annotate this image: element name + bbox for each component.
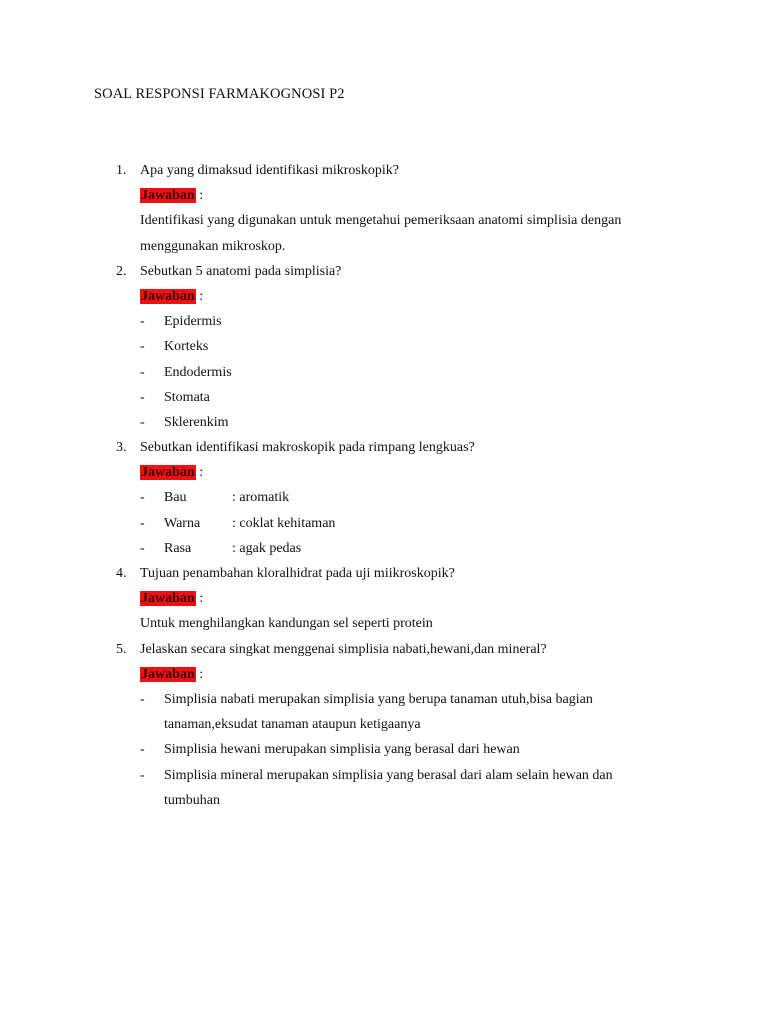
answer-label: Jawaban	[141, 666, 195, 682]
list-item-text: Sklerenkim	[164, 414, 229, 430]
list-item	[0, 536, 768, 561]
question-text: Jelaskan secara singkat menggenai simplisia nabati,hewani,dan mineral?	[140, 641, 547, 657]
list-item-text: Simplisia hewani merupakan simplisia yang berasal dari hewan	[164, 742, 520, 758]
list-item-text: Endodermis	[164, 364, 232, 380]
list-item-text: tumbuhan	[164, 792, 220, 808]
question-text: Sebutkan 5 anatomi pada simplisia?	[140, 263, 342, 279]
dash-bullet: -	[140, 339, 145, 355]
question-2	[0, 259, 768, 284]
property-label: Bau	[164, 490, 187, 506]
question-number: 5.	[116, 641, 127, 657]
dash-bullet: -	[140, 490, 145, 506]
question-list	[0, 158, 768, 813]
answer-label-row	[0, 662, 768, 687]
answer-label-row	[0, 460, 768, 485]
answer-label: Jawaban	[141, 288, 195, 304]
answer-line	[0, 208, 768, 233]
list-item	[0, 410, 768, 435]
question-text: Sebutkan identifikasi makroskopik pada rimpang lengkuas?	[140, 440, 475, 456]
answer-colon: :	[195, 188, 204, 204]
property-label: Warna	[164, 515, 201, 531]
document-title: SOAL RESPONSI FARMAKOGNOSI P2	[94, 86, 345, 102]
list-item	[0, 360, 768, 385]
dash-bullet: -	[140, 389, 145, 405]
answer-label-row	[0, 183, 768, 208]
property-value: : aromatik	[232, 490, 290, 506]
list-item-text: Simplisia mineral merupakan simplisia yang berasal dari alam selain hewan dan	[164, 767, 613, 783]
list-item	[0, 763, 768, 788]
dash-bullet: -	[140, 515, 145, 531]
answer-colon: :	[195, 465, 204, 481]
list-item-text: Epidermis	[164, 314, 222, 330]
answer-label: Jawaban	[141, 188, 195, 204]
answer-colon: :	[195, 591, 204, 607]
property-label: Rasa	[164, 540, 192, 556]
list-item	[0, 485, 768, 510]
question-4	[0, 561, 768, 586]
question-text: Tujuan penambahan kloralhidrat pada uji miikroskopik?	[140, 566, 455, 581]
dash-bullet: -	[140, 767, 145, 783]
list-item	[0, 334, 768, 359]
list-item-continuation	[0, 712, 768, 737]
list-item-continuation	[0, 788, 768, 813]
answer-label-row	[0, 586, 768, 611]
list-item	[0, 309, 768, 334]
question-number: 2.	[116, 263, 127, 279]
property-value: : agak pedas	[232, 540, 302, 556]
question-3	[0, 435, 768, 460]
answer-text: Untuk menghilangkan kandungan sel seperti protein	[140, 616, 433, 632]
answer-colon: :	[195, 666, 204, 682]
question-number: 4.	[116, 566, 127, 581]
question-text: Apa yang dimaksud identifikasi mikroskopik?	[140, 163, 399, 178]
question-1	[0, 158, 768, 183]
dash-bullet: -	[140, 691, 145, 707]
answer-label: Jawaban	[141, 591, 195, 607]
answer-label-row	[0, 284, 768, 309]
question-5	[0, 637, 768, 662]
dash-bullet: -	[140, 314, 145, 330]
dash-bullet: -	[140, 414, 145, 430]
list-item	[0, 511, 768, 536]
list-item	[0, 687, 768, 712]
list-item-text: Simplisia nabati merupakan simplisia yang berupa tanaman utuh,bisa bagian	[164, 691, 593, 707]
answer-line	[0, 611, 768, 636]
question-number: 3.	[116, 440, 127, 456]
dash-bullet: -	[140, 540, 145, 556]
list-item-text: Stomata	[164, 389, 210, 405]
property-value: : coklat kehitaman	[232, 515, 336, 531]
answer-colon: :	[195, 288, 204, 304]
list-item-text: Korteks	[164, 339, 209, 355]
list-item	[0, 737, 768, 762]
list-item-text: tanaman,eksudat tanaman ataupun ketigaanya	[164, 717, 421, 733]
list-item	[0, 385, 768, 410]
answer-text: menggunakan mikroskop.	[140, 238, 286, 254]
dash-bullet: -	[140, 364, 145, 380]
answer-label: Jawaban	[141, 465, 195, 481]
question-number: 1.	[116, 163, 127, 178]
dash-bullet: -	[140, 742, 145, 758]
answer-text: Identifikasi yang digunakan untuk mengetahui pemeriksaan anatomi simplisia dengan	[140, 213, 622, 229]
answer-line	[0, 234, 768, 259]
